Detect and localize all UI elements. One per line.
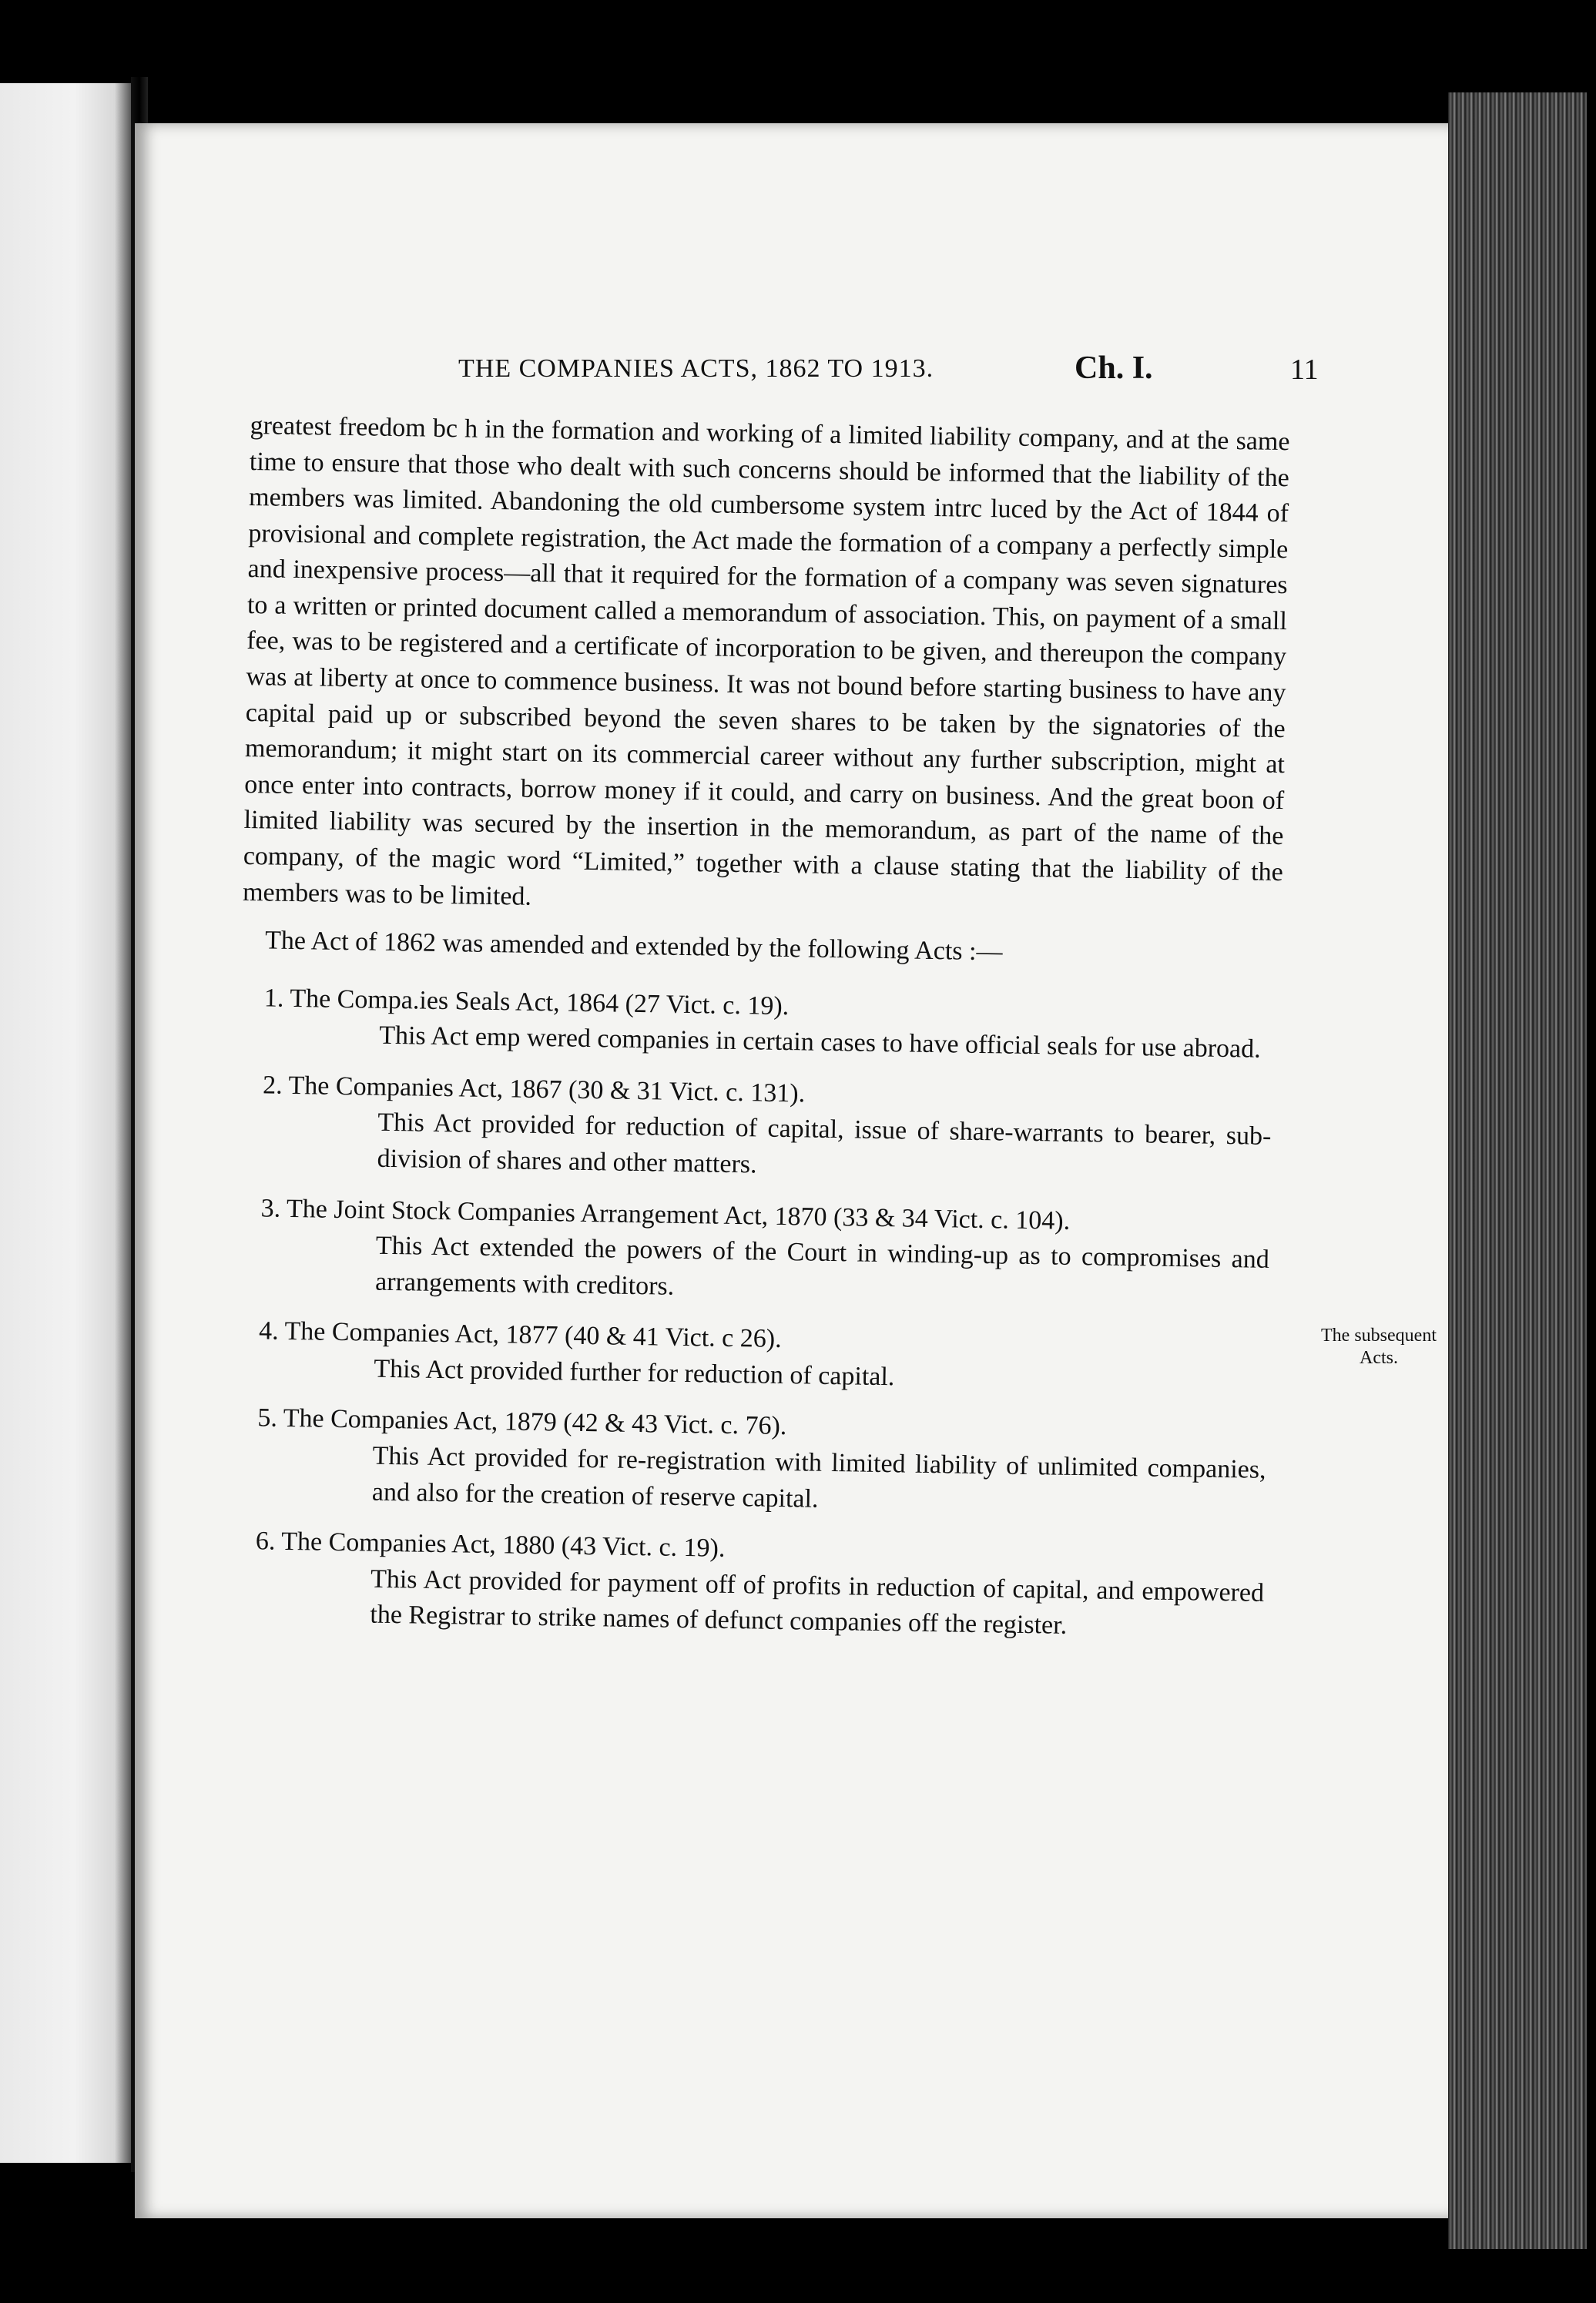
book-page [135,123,1448,2218]
act-description: This Act extended the powers of the Court in winding-up as to compromises and arrangements with creditors. [374,1231,1270,1301]
book-fore-edge [1448,92,1587,2249]
chapter-label: Ch. I. [1075,350,1153,386]
act-title: 4. The Companies Act, 1877 (40 & 41 Vict. c 26). [258,1316,782,1354]
act-description: This Act emp wered companies in certain cases to have official seals for use abroad. [378,1021,1261,1064]
margin-note: The subsequent Acts. [1321,1326,1437,1368]
act-description: This Act provided for re-registration with limited liability of unlimited companies, and also for the creation of reserve capital. [371,1441,1266,1514]
act-title: 2. The Companies Act, 1867 (30 & 31 Vict. c. 131). [262,1071,806,1108]
facing-page-edge [0,83,135,2163]
act-description: This Act provided further for reduction of capital. [374,1354,895,1392]
list-item [231,1524,1272,1648]
list-item [235,1313,1276,1401]
body-paragraph: greatest freedom bc h in the formation and working of a limited liability company, and at the same time to ensure that those who dealt with such concerns should be informed that the liability of the members was limited. Abandoning the old cumbersome system intrc luced by the Act of 1844 of provisional and complete registration, the Act made the formation of a company a perfectly simple and inexpensive process—all that it required for the formation of a company was seven signatures to a written or printed document called a memorandum of association. This, on payment of a small fee, was to be registered and a certificate of incorporation to be given, and thereupon the company was at liberty at once to commence business. It was not bound before starting business to have any capital paid up or subscribed beyond the seven shares to be taken by the signatories of the memorandum; it might start on its commercial career without any further subscription, might at once enter into contracts, borrow money if it could, and carry on business. And the great boon of limited liability was secured by the insertion in the memorandum, as part of the name of the company, of the magic word “Limited,” together with a clause stating that the liability of the members was to be limited. [242,411,1290,911]
act-description: This Act provided for reduction of capital, issue of share-warrants to bearer, sub-division of shares and other matters. [377,1108,1272,1179]
act-title: 1. The Compa.ies Seals Act, 1864 (27 Vict. c. 19). [263,984,790,1021]
list-item [236,1190,1278,1314]
act-title: 3. The Joint Stock Companies Arrangement Act, 1870 (33 & 34 Vict. c. 104). [260,1193,1071,1235]
running-title: THE COMPANIES ACTS, 1862 TO 1913. [458,354,934,383]
page-header [135,350,1448,401]
list-item [233,1400,1275,1524]
body-paragraph: The Act of 1862 was amended and extended by the following Acts :— [264,926,1003,967]
list-item [238,1068,1279,1192]
list-item [240,981,1281,1068]
act-description: This Act provided for payment off of profits in reduction of capital, and empowered the Registrar to strike names of defunct companies off the register. [370,1564,1265,1641]
page-number: 11 [1290,354,1319,386]
act-title: 6. The Companies Act, 1880 (43 Vict. c. 19). [255,1527,726,1564]
acts-list [231,981,1281,1648]
page-body [231,408,1290,1663]
act-title: 5. The Companies Act, 1879 (42 & 43 Vict. c. 76). [257,1403,787,1441]
